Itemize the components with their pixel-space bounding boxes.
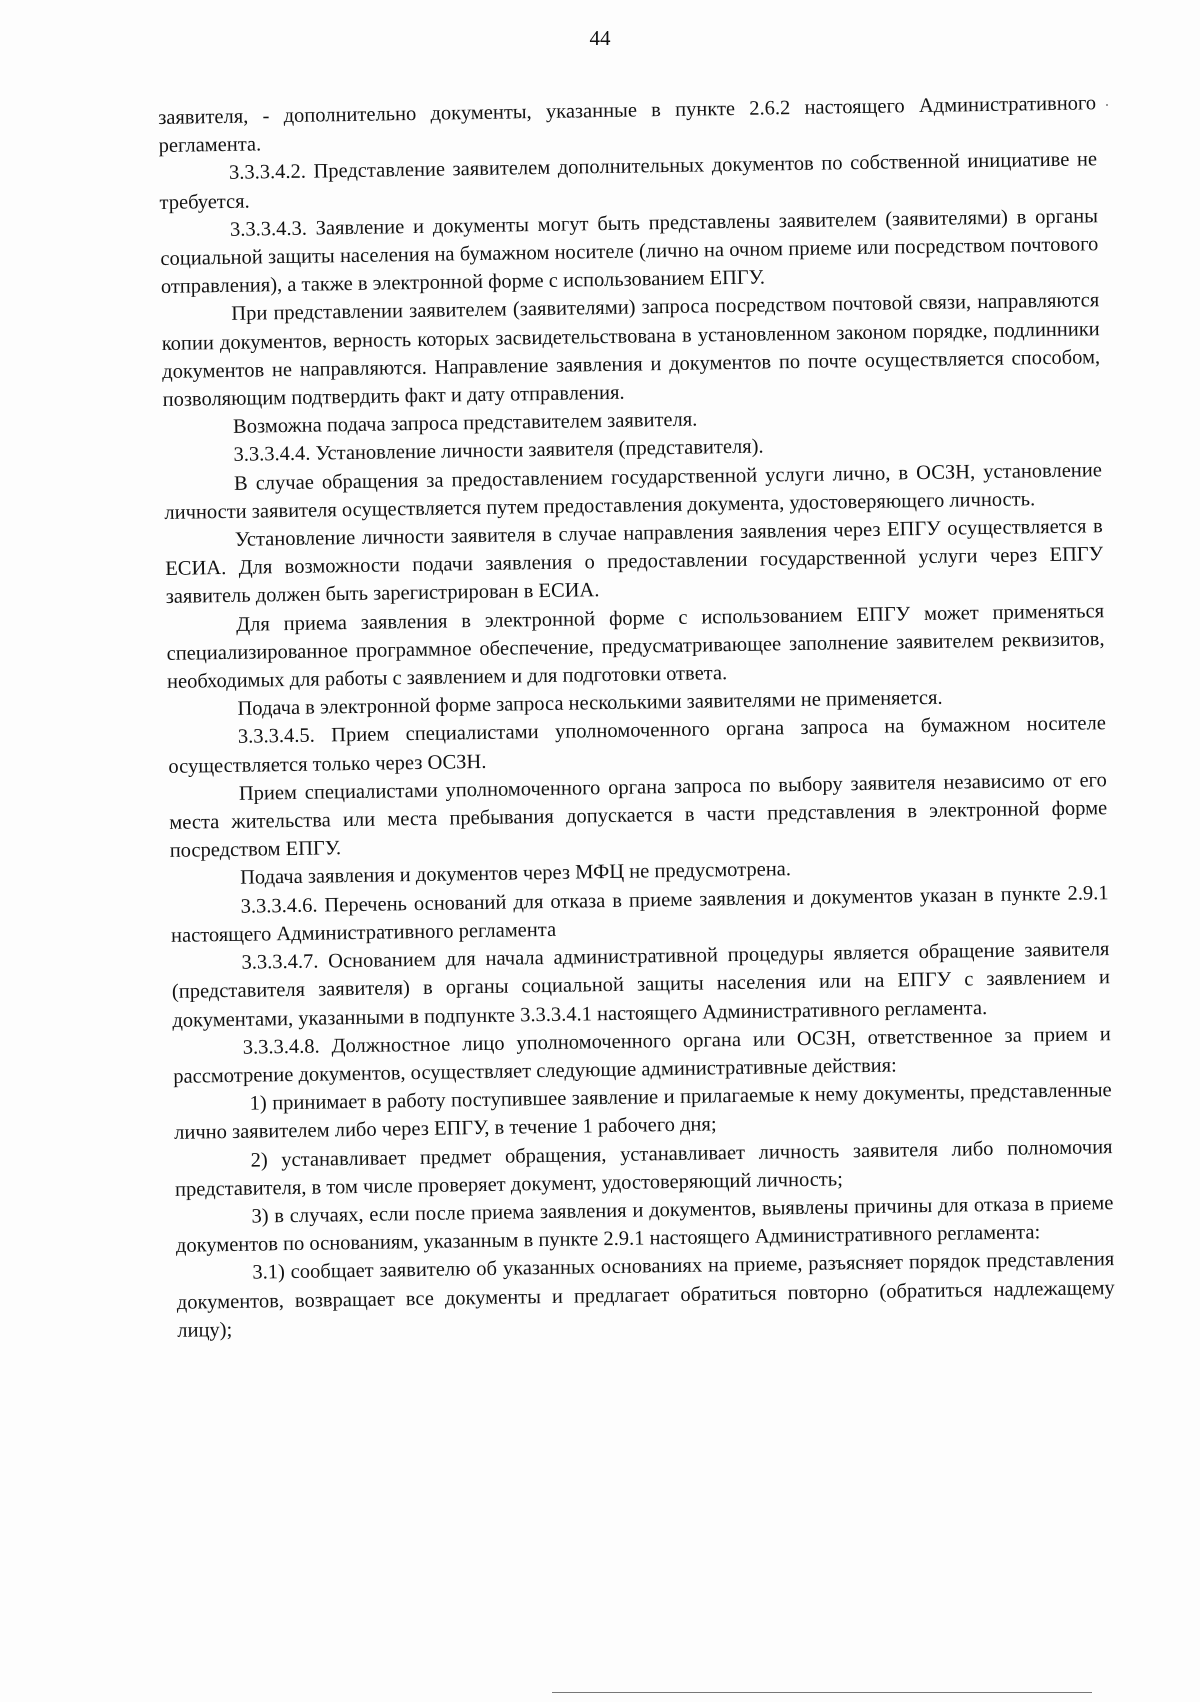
paragraph: 3.3.3.4.6. Перечень оснований для отказа в приеме заявления и документов указан в пункте 2.9.1 настоящего Административного регламента bbox=[170, 881, 1109, 947]
paragraph: заявителя, - дополнительно документы, указанные в пункте 2.6.2 настоящего Административного регламента. bbox=[158, 92, 1097, 158]
paragraph: В случае обращения за предоставлением государственной услуги лично, в ОСЗН, установление личности заявителя осуществляется путем предоставления документа, удостоверяющего личность. bbox=[164, 458, 1103, 524]
paragraph: 3.3.3.4.3. Заявление и документы могут быть представлены заявителем (заявителями) в органы социальной защиты населения на бумажном носителе (лично на очном приеме или посредством почтового отправления), а также в электронной форме с использованием ЕПГУ. bbox=[160, 205, 1099, 299]
paragraph: Прием специалистами уполномоченного органа запроса по выбору заявителя независимо от его места жительства или места пребывания допускается в части представления в электронной форме посредством ЕПГУ. bbox=[169, 769, 1108, 863]
list-item: 2) устанавливает предмет обращения, устанавливает личность заявителя либо полномочия представителя, в том числе проверяет документ, удостоверяющий личность; bbox=[174, 1135, 1113, 1201]
paragraph: Подача заявления и документов через МФЦ не предусмотрена. bbox=[239, 858, 792, 890]
list-item: 3.1) сообщает заявителю об указанных основаниях на приеме, разъясняет порядок представления документов, возвращает все документы и предлагает обратиться повторно (обратиться надлежащему лицу); bbox=[176, 1248, 1115, 1342]
paragraph: Для приема заявления в электронной форме с использованием ЕПГУ может применяться специализированное программное обеспечение, предусматривающее заполнение заявителем реквизитов, необходимых для работы с заявлением и для подготовки ответа. bbox=[166, 599, 1105, 693]
paragraph: При представлении заявителем (заявителями) запроса посредством почтовой связи, направляются копии документов, верность которых засвидетельствована в установленном законом порядке, подлинники документов не направляются. Направление заявления и документов по почте осуществляется способом, позволяющим подтвердить факт и дату отправления. bbox=[161, 289, 1101, 411]
paragraph: 3.3.3.4.8. Должностное лицо уполномоченного органа или ОСЗН, ответственное за прием и рассмотрение документов, осуществляет следующие административные действия: bbox=[173, 1022, 1111, 1088]
document-body bbox=[158, 89, 1115, 1345]
paragraph: Установление личности заявителя в случае направления заявления через ЕПГУ осуществляется в ЕСИА. Для возможности подачи заявления о предоставлении государственной услуги через ЕПГУ заявитель должен быть зарегистрирован в ЕСИА. bbox=[165, 515, 1104, 609]
paragraph: Подача в электронной форме запроса несколькими заявителями не применяется. bbox=[237, 687, 943, 721]
scan-speck bbox=[1106, 104, 1108, 106]
page-number: 44 bbox=[589, 26, 611, 50]
paragraph: Возможна подача запроса представителем заявителя. bbox=[232, 408, 698, 439]
footer-divider bbox=[552, 1692, 1092, 1693]
paragraph: 3.3.3.4.7. Основанием для начала административной процедуры является обращение заявителя (представителя заявителя) в органы социальной защиты населения или на ЕПГУ с заявлением и документами, указанными в подпункте 3.3.3.4.1 настоящего Административного регламента. bbox=[171, 938, 1111, 1032]
paragraph: 3.3.3.4.2. Представление заявителем дополнительных документов по собственной инициативе не требуется. bbox=[159, 148, 1098, 214]
paragraph: 3.3.3.4.4. Установление личности заявителя (представителя). bbox=[233, 435, 764, 467]
list-item: 1) принимает в работу поступившее заявление и прилагаемые к нему документы, представленные лично заявителем либо через ЕПГУ, в течение 1 рабочего дня; bbox=[173, 1079, 1112, 1145]
paragraph: 3.3.3.4.5. Прием специалистами уполномоченного органа запроса на бумажном носителе осуществляется только через ОСЗН. bbox=[168, 712, 1107, 778]
list-item: 3) в случаях, если после приема заявления и документов, выявлены причины для отказа в приеме документов по основаниям, указанным в пункте 2.9.1 настоящего Административного регламента: bbox=[175, 1192, 1114, 1257]
